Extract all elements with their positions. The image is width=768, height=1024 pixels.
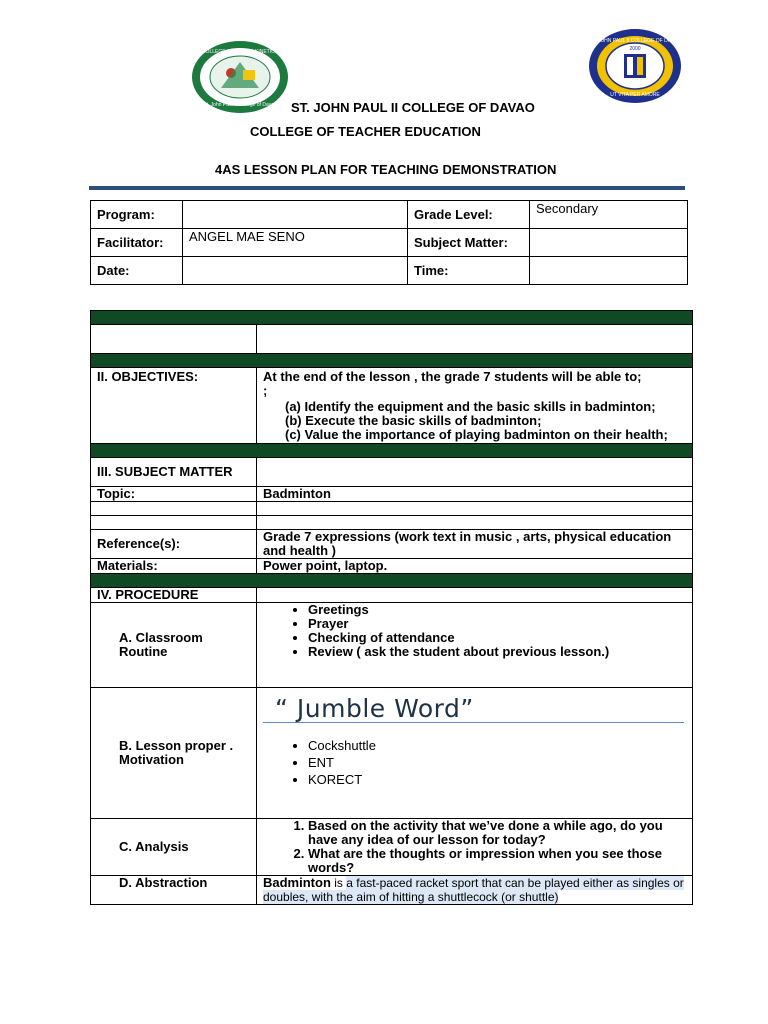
lesson-info-table [90,200,688,285]
time-label: Time: [408,257,530,285]
section-bar [91,444,693,458]
references-value: Grade 7 expressions (work text in music , arts, physical education and health ) [257,530,693,559]
topic-label: Topic: [91,487,257,502]
facilitator-label: Facilitator: [91,229,183,257]
program-label: Program: [91,201,183,229]
facilitator-value[interactable]: ANGEL MAE SENO [183,229,408,257]
svg-text:UT VITA PER AMORE: UT VITA PER AMORE [610,92,660,98]
classroom-routine-list [263,603,686,659]
college-of-human-kinetics-seal [191,40,289,114]
empty-cell [257,516,693,530]
empty-cell [257,325,693,354]
motivation-text: B. Lesson proper . Motivation [119,738,234,767]
analysis-item: 2. What are the thoughts or impression when you see those words? [308,847,686,875]
svg-text:ST. JOHN PAUL II COLLEGE OF DA: ST. JOHN PAUL II COLLEGE OF DAVAO [589,38,681,44]
jumble-word: • KORECT [308,771,688,788]
objectives-intro: At the end of the lesson , the grade 7 students will be able to; [263,369,642,384]
classroom-routine-text: A. Classroom Routine [119,630,203,659]
objectives-list [285,400,686,442]
section-bar [91,311,693,325]
objective-item: (b) Execute the basic skills of badminton; [285,413,542,428]
classroom-routine-label [91,603,257,688]
section-bar [91,574,693,588]
routine-item: • Greetings [308,603,686,617]
materials-label: Materials: [91,559,257,574]
abstraction-is: is [330,876,347,890]
grade-level-label: Grade Level: [408,201,530,229]
routine-item: • Prayer [308,617,686,631]
objective-item: (a) Identify the equipment and the basic skills in badminton; [285,399,656,414]
procedure-label: IV. PROCEDURE [91,588,257,603]
document-title: 4AS LESSON PLAN FOR TEACHING DEMONSTRATION [215,162,557,177]
header-divider [89,186,685,190]
empty-cell [91,502,257,516]
objective-item: (c) Value the importance of playing badminton on their health; [285,427,668,442]
school-name: ST. JOHN PAUL II COLLEGE OF DAVAO [291,100,535,115]
grade-level-value[interactable]: Secondary [530,201,688,229]
date-value[interactable] [183,257,408,285]
references-label: Reference(s): [91,530,257,559]
empty-cell [257,502,693,516]
subject-matter-label: III. SUBJECT MATTER [91,458,257,487]
analysis-item: 1. Based on the activity that we’ve done a while ago, do you have any idea of our lesson for today? [308,819,686,847]
objectives-semicolon: ; [263,383,268,398]
jumble-word-title: “ Jumble Word” [263,688,684,723]
empty-cell [257,458,693,487]
topic-value: Badminton [257,487,693,502]
st-john-paul-ii-college-seal [588,28,682,104]
subject-matter-label: Subject Matter: [408,229,530,257]
abstraction-label: D. Abstraction [91,876,257,905]
svg-text:COLLEGE OF HUMAN KINETICS: COLLEGE OF HUMAN KINETICS [201,49,279,55]
time-value[interactable] [530,257,688,285]
abstraction-definition: a fast-paced racket sport that can be played either as singles or doubles, with the aim of hitting a shuttlecock (or shuttle) [263,876,684,904]
empty-cell [257,588,693,603]
empty-cell [91,516,257,530]
jumble-word: • Cockshuttle [308,737,688,754]
motivation-label [91,688,257,819]
analysis-list [263,819,686,875]
materials-value: Power point, laptop. [257,559,693,574]
jumble-word-list [263,737,688,788]
routine-item: • Checking of attendance [308,631,686,645]
jumble-word: • ENT [308,754,688,771]
analysis-label: C. Analysis [91,819,257,876]
svg-text:2000: 2000 [629,46,641,52]
svg-text:St. John Paul II College of Da: St. John Paul II College of Davao [203,102,277,108]
section-bar [91,354,693,368]
date-label: Date: [91,257,183,285]
program-value[interactable] [183,201,408,229]
routine-item: • Review ( ask the student about previous lesson.) [308,645,686,659]
lesson-plan-table [90,310,693,905]
objectives-label: II. OBJECTIVES: [91,368,257,444]
college-name: COLLEGE OF TEACHER EDUCATION [250,124,481,139]
subject-matter-value[interactable] [530,229,688,257]
empty-cell [91,325,257,354]
abstraction-term: Badminton [263,875,331,890]
